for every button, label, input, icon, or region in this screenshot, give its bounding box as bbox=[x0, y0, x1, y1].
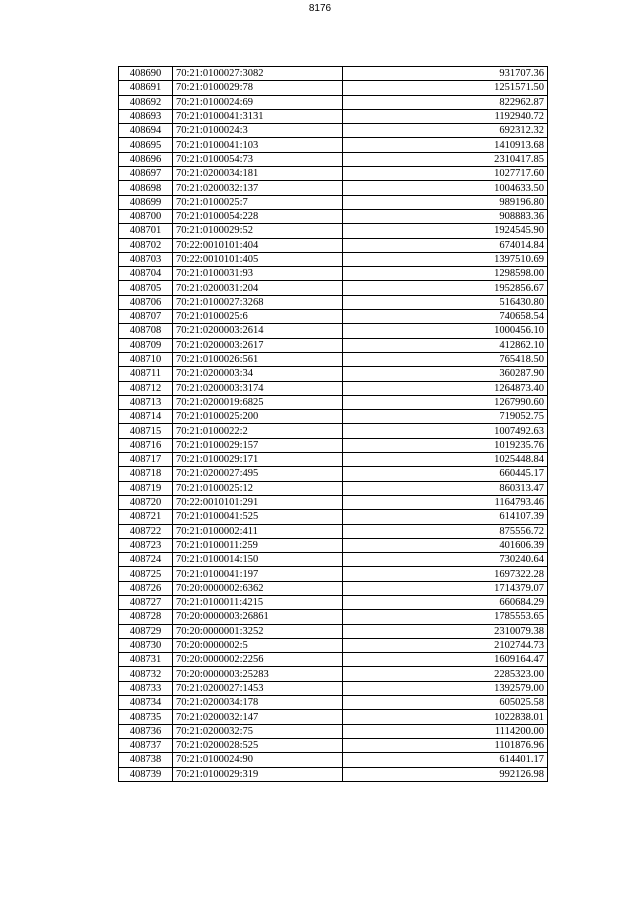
cadastral-number-cell: 70:21:0100029:78 bbox=[173, 81, 343, 95]
cadastral-value-cell: 412862.10 bbox=[343, 338, 548, 352]
table-row bbox=[119, 238, 548, 252]
cadastral-value-cell: 1251571.50 bbox=[343, 81, 548, 95]
table-row bbox=[119, 410, 548, 424]
table-row bbox=[119, 81, 548, 95]
cadastral-value-cell: 2310417.85 bbox=[343, 152, 548, 166]
table-row bbox=[119, 252, 548, 266]
table-row bbox=[119, 438, 548, 452]
table-row bbox=[119, 181, 548, 195]
table-row bbox=[119, 538, 548, 552]
table-row bbox=[119, 710, 548, 724]
row-number-cell: 408738 bbox=[119, 753, 173, 767]
cadastral-value-cell: 1392579.00 bbox=[343, 681, 548, 695]
row-number-cell: 408711 bbox=[119, 367, 173, 381]
table-row bbox=[119, 381, 548, 395]
table-row bbox=[119, 696, 548, 710]
cadastral-number-cell: 70:21:0100011:259 bbox=[173, 538, 343, 552]
cadastral-number-cell: 70:21:0100054:73 bbox=[173, 152, 343, 166]
cadastral-number-cell: 70:21:0100041:103 bbox=[173, 138, 343, 152]
row-number-cell: 408710 bbox=[119, 352, 173, 366]
table-row bbox=[119, 453, 548, 467]
row-number-cell: 408701 bbox=[119, 224, 173, 238]
table-row bbox=[119, 767, 548, 781]
row-number-cell: 408720 bbox=[119, 495, 173, 509]
cadastral-value-cell: 1007492.63 bbox=[343, 424, 548, 438]
cadastral-number-cell: 70:20:0000003:26861 bbox=[173, 610, 343, 624]
table-row bbox=[119, 209, 548, 223]
table-row bbox=[119, 152, 548, 166]
table-row bbox=[119, 324, 548, 338]
cadastral-value-cell: 1609164.47 bbox=[343, 653, 548, 667]
cadastral-value-cell: 1192940.72 bbox=[343, 109, 548, 123]
cadastral-number-cell: 70:21:0200032:137 bbox=[173, 181, 343, 195]
table-row bbox=[119, 95, 548, 109]
cadastral-number-cell: 70:21:0200027:1453 bbox=[173, 681, 343, 695]
table-row bbox=[119, 724, 548, 738]
cadastral-number-cell: 70:21:0200003:2617 bbox=[173, 338, 343, 352]
table-row bbox=[119, 510, 548, 524]
cadastral-value-cell: 1267990.60 bbox=[343, 395, 548, 409]
cadastral-value-cell: 360287.90 bbox=[343, 367, 548, 381]
cadastral-number-cell: 70:21:0100041:525 bbox=[173, 510, 343, 524]
cadastral-value-cell: 605025.58 bbox=[343, 696, 548, 710]
table-row bbox=[119, 281, 548, 295]
cadastral-value-cell: 1019235.76 bbox=[343, 438, 548, 452]
cadastral-value-cell: 674014.84 bbox=[343, 238, 548, 252]
cadastral-value-cell: 1410913.68 bbox=[343, 138, 548, 152]
cadastral-value-cell: 1714379.07 bbox=[343, 581, 548, 595]
cadastral-number-cell: 70:21:0200003:3174 bbox=[173, 381, 343, 395]
cadastral-value-cell: 1101876.96 bbox=[343, 738, 548, 752]
cadastral-number-cell: 70:21:0100002:411 bbox=[173, 524, 343, 538]
row-number-cell: 408734 bbox=[119, 696, 173, 710]
cadastral-number-cell: 70:21:0200003:2614 bbox=[173, 324, 343, 338]
row-number-cell: 408733 bbox=[119, 681, 173, 695]
table-row bbox=[119, 367, 548, 381]
row-number-cell: 408731 bbox=[119, 653, 173, 667]
table-row bbox=[119, 753, 548, 767]
row-number-cell: 408719 bbox=[119, 481, 173, 495]
page-number: 8176 bbox=[308, 3, 332, 14]
table-row bbox=[119, 295, 548, 309]
cadastral-value-cell: 875556.72 bbox=[343, 524, 548, 538]
cadastral-value-cell: 660684.29 bbox=[343, 595, 548, 609]
cadastral-value-cell: 516430.80 bbox=[343, 295, 548, 309]
cadastral-value-cell: 1264873.40 bbox=[343, 381, 548, 395]
row-number-cell: 408730 bbox=[119, 638, 173, 652]
cadastral-number-cell: 70:21:0100022:2 bbox=[173, 424, 343, 438]
cadastral-number-cell: 70:21:0100029:171 bbox=[173, 453, 343, 467]
cadastral-number-cell: 70:20:0000002:6362 bbox=[173, 581, 343, 595]
table-row bbox=[119, 424, 548, 438]
table-row bbox=[119, 124, 548, 138]
table-row bbox=[119, 138, 548, 152]
table-row bbox=[119, 167, 548, 181]
table-row bbox=[119, 267, 548, 281]
cadastral-number-cell: 70:21:0200031:204 bbox=[173, 281, 343, 295]
cadastral-number-cell: 70:21:0200003:34 bbox=[173, 367, 343, 381]
row-number-cell: 408702 bbox=[119, 238, 173, 252]
cadastral-number-cell: 70:21:0100027:3082 bbox=[173, 67, 343, 81]
table-row bbox=[119, 553, 548, 567]
cadastral-value-cell: 740658.54 bbox=[343, 310, 548, 324]
table-row bbox=[119, 610, 548, 624]
cadastral-value-cell: 614107.39 bbox=[343, 510, 548, 524]
cadastral-value-cell: 1952856.67 bbox=[343, 281, 548, 295]
cadastral-number-cell: 70:21:0100031:93 bbox=[173, 267, 343, 281]
row-number-cell: 408717 bbox=[119, 453, 173, 467]
table-row bbox=[119, 481, 548, 495]
cadastral-value-cell: 614401.17 bbox=[343, 753, 548, 767]
row-number-cell: 408722 bbox=[119, 524, 173, 538]
cadastral-number-cell: 70:21:0100054:228 bbox=[173, 209, 343, 223]
cadastral-number-cell: 70:21:0100014:150 bbox=[173, 553, 343, 567]
cadastral-number-cell: 70:21:0100024:69 bbox=[173, 95, 343, 109]
row-number-cell: 408690 bbox=[119, 67, 173, 81]
table-row bbox=[119, 224, 548, 238]
cadastral-value-cell: 730240.64 bbox=[343, 553, 548, 567]
table-row bbox=[119, 310, 548, 324]
row-number-cell: 408705 bbox=[119, 281, 173, 295]
row-number-cell: 408691 bbox=[119, 81, 173, 95]
cadastral-value-cell: 1298598.00 bbox=[343, 267, 548, 281]
cadastral-value-cell: 2285323.00 bbox=[343, 667, 548, 681]
cadastral-number-cell: 70:21:0100029:319 bbox=[173, 767, 343, 781]
table-row bbox=[119, 524, 548, 538]
row-number-cell: 408736 bbox=[119, 724, 173, 738]
row-number-cell: 408739 bbox=[119, 767, 173, 781]
row-number-cell: 408707 bbox=[119, 310, 173, 324]
table-row bbox=[119, 638, 548, 652]
cadastral-number-cell: 70:21:0100029:52 bbox=[173, 224, 343, 238]
row-number-cell: 408727 bbox=[119, 595, 173, 609]
cadastral-value-cell: 401606.39 bbox=[343, 538, 548, 552]
row-number-cell: 408704 bbox=[119, 267, 173, 281]
cadastral-value-cell: 2102744.73 bbox=[343, 638, 548, 652]
cadastral-value-cell: 1697322.28 bbox=[343, 567, 548, 581]
row-number-cell: 408713 bbox=[119, 395, 173, 409]
row-number-cell: 408708 bbox=[119, 324, 173, 338]
cadastral-number-cell: 70:21:0100041:197 bbox=[173, 567, 343, 581]
cadastral-number-cell: 70:21:0100027:3268 bbox=[173, 295, 343, 309]
row-number-cell: 408735 bbox=[119, 710, 173, 724]
cadastral-value-cell: 860313.47 bbox=[343, 481, 548, 495]
row-number-cell: 408718 bbox=[119, 467, 173, 481]
row-number-cell: 408726 bbox=[119, 581, 173, 595]
row-number-cell: 408706 bbox=[119, 295, 173, 309]
cadastral-number-cell: 70:21:0100029:157 bbox=[173, 438, 343, 452]
cadastral-value-cell: 992126.98 bbox=[343, 767, 548, 781]
cadastral-value-cell: 1004633.50 bbox=[343, 181, 548, 195]
cadastral-number-cell: 70:21:0100026:561 bbox=[173, 352, 343, 366]
table-row bbox=[119, 567, 548, 581]
cadastral-value-cell: 931707.36 bbox=[343, 67, 548, 81]
cadastral-number-cell: 70:21:0100024:3 bbox=[173, 124, 343, 138]
row-number-cell: 408694 bbox=[119, 124, 173, 138]
row-number-cell: 408703 bbox=[119, 252, 173, 266]
cadastral-number-cell: 70:21:0200034:178 bbox=[173, 696, 343, 710]
row-number-cell: 408729 bbox=[119, 624, 173, 638]
row-number-cell: 408700 bbox=[119, 209, 173, 223]
row-number-cell: 408715 bbox=[119, 424, 173, 438]
cadastral-number-cell: 70:22:0010101:404 bbox=[173, 238, 343, 252]
cadastral-number-cell: 70:21:0100011:4215 bbox=[173, 595, 343, 609]
table-row bbox=[119, 681, 548, 695]
cadastral-value-cell: 908883.36 bbox=[343, 209, 548, 223]
row-number-cell: 408699 bbox=[119, 195, 173, 209]
table-row bbox=[119, 653, 548, 667]
cadastral-number-cell: 70:20:0000002:2256 bbox=[173, 653, 343, 667]
row-number-cell: 408698 bbox=[119, 181, 173, 195]
row-number-cell: 408728 bbox=[119, 610, 173, 624]
cadastral-value-cell: 1025448.84 bbox=[343, 453, 548, 467]
table-row bbox=[119, 467, 548, 481]
cadastral-value-cell: 1397510.69 bbox=[343, 252, 548, 266]
row-number-cell: 408695 bbox=[119, 138, 173, 152]
cadastral-value-cell: 719052.75 bbox=[343, 410, 548, 424]
row-number-cell: 408737 bbox=[119, 738, 173, 752]
cadastral-value-cell: 1164793.46 bbox=[343, 495, 548, 509]
table-row bbox=[119, 667, 548, 681]
cadastral-number-cell: 70:21:0100025:6 bbox=[173, 310, 343, 324]
table-row bbox=[119, 395, 548, 409]
cadastral-value-cell: 765418.50 bbox=[343, 352, 548, 366]
cadastral-value-cell: 1000456.10 bbox=[343, 324, 548, 338]
cadastral-number-cell: 70:21:0100025:200 bbox=[173, 410, 343, 424]
cadastral-number-cell: 70:21:0200019:6825 bbox=[173, 395, 343, 409]
cadastral-value-cell: 692312.32 bbox=[343, 124, 548, 138]
cadastral-number-cell: 70:21:0100025:7 bbox=[173, 195, 343, 209]
cadastral-value-cell: 2310079.38 bbox=[343, 624, 548, 638]
cadastral-number-cell: 70:21:0200027:495 bbox=[173, 467, 343, 481]
cadastral-number-cell: 70:21:0200032:75 bbox=[173, 724, 343, 738]
cadastral-value-cell: 989196.80 bbox=[343, 195, 548, 209]
cadastral-value-cell: 660445.17 bbox=[343, 467, 548, 481]
table-row bbox=[119, 624, 548, 638]
row-number-cell: 408716 bbox=[119, 438, 173, 452]
table-row bbox=[119, 67, 548, 81]
cadastral-number-cell: 70:22:0010101:291 bbox=[173, 495, 343, 509]
cadastral-number-cell: 70:20:0000001:3252 bbox=[173, 624, 343, 638]
table-row bbox=[119, 352, 548, 366]
row-number-cell: 408712 bbox=[119, 381, 173, 395]
table-row bbox=[119, 195, 548, 209]
row-number-cell: 408692 bbox=[119, 95, 173, 109]
cadastral-value-cell: 1924545.90 bbox=[343, 224, 548, 238]
row-number-cell: 408725 bbox=[119, 567, 173, 581]
table-row bbox=[119, 581, 548, 595]
cadastral-value-cell: 822962.87 bbox=[343, 95, 548, 109]
cadastral-value-cell: 1027717.60 bbox=[343, 167, 548, 181]
cadastral-value-table bbox=[118, 66, 548, 782]
table-row bbox=[119, 595, 548, 609]
cadastral-number-cell: 70:21:0200034:181 bbox=[173, 167, 343, 181]
table-row bbox=[119, 495, 548, 509]
row-number-cell: 408697 bbox=[119, 167, 173, 181]
cadastral-number-cell: 70:21:0200028:525 bbox=[173, 738, 343, 752]
cadastral-number-cell: 70:22:0010101:405 bbox=[173, 252, 343, 266]
cadastral-number-cell: 70:20:0000003:25283 bbox=[173, 667, 343, 681]
cadastral-number-cell: 70:21:0100041:3131 bbox=[173, 109, 343, 123]
cadastral-number-cell: 70:21:0100025:12 bbox=[173, 481, 343, 495]
row-number-cell: 408709 bbox=[119, 338, 173, 352]
row-number-cell: 408693 bbox=[119, 109, 173, 123]
row-number-cell: 408723 bbox=[119, 538, 173, 552]
row-number-cell: 408714 bbox=[119, 410, 173, 424]
cadastral-number-cell: 70:21:0100024:90 bbox=[173, 753, 343, 767]
table-row bbox=[119, 338, 548, 352]
table-body bbox=[119, 67, 548, 782]
cadastral-value-cell: 1785553.65 bbox=[343, 610, 548, 624]
cadastral-number-cell: 70:20:0000002:5 bbox=[173, 638, 343, 652]
row-number-cell: 408724 bbox=[119, 553, 173, 567]
row-number-cell: 408696 bbox=[119, 152, 173, 166]
table-row bbox=[119, 738, 548, 752]
cadastral-value-cell: 1022838.01 bbox=[343, 710, 548, 724]
row-number-cell: 408732 bbox=[119, 667, 173, 681]
table-row bbox=[119, 109, 548, 123]
cadastral-value-cell: 1114200.00 bbox=[343, 724, 548, 738]
row-number-cell: 408721 bbox=[119, 510, 173, 524]
cadastral-number-cell: 70:21:0200032:147 bbox=[173, 710, 343, 724]
